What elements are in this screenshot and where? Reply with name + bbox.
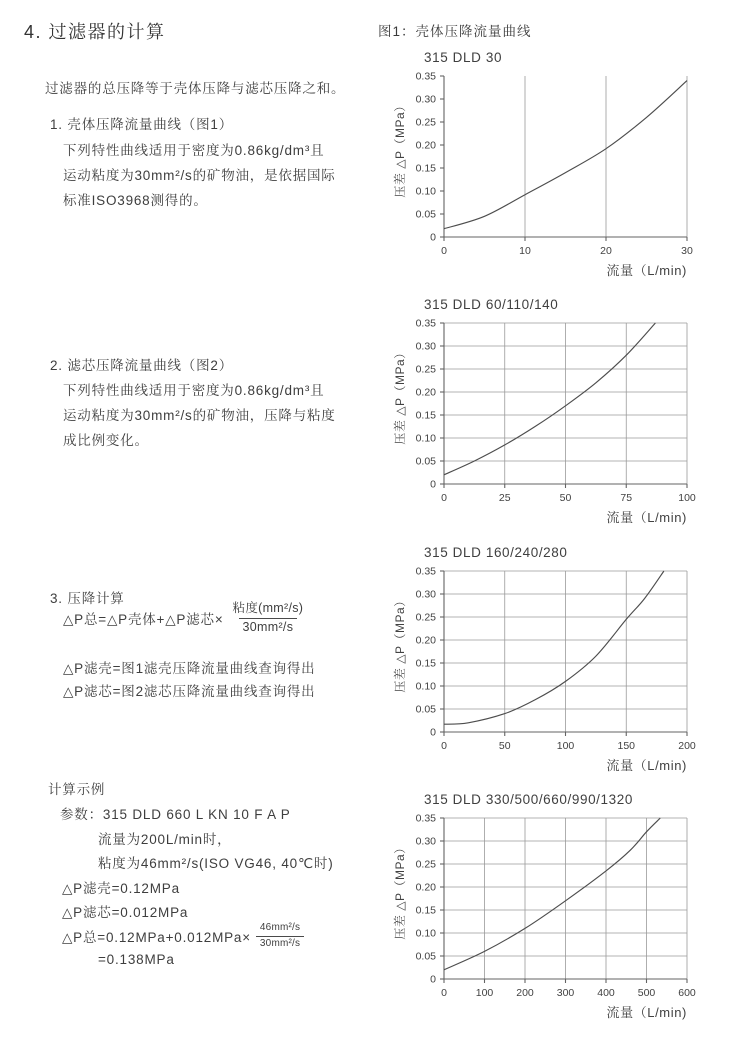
svg-text:0.15: 0.15 <box>415 904 436 917</box>
svg-text:0: 0 <box>441 245 447 257</box>
chart-canvas <box>378 315 748 529</box>
example-total-prefix: △P总=0.12MPa+0.012MPa× <box>62 930 251 945</box>
svg-text:100: 100 <box>556 740 575 752</box>
svg-text:0.15: 0.15 <box>415 657 436 670</box>
svg-text:10: 10 <box>519 245 531 257</box>
x-axis-label: 流量（L/min) <box>606 1005 687 1020</box>
example-dp-core: △P滤芯=0.012MPa <box>62 905 189 920</box>
svg-text:0.35: 0.35 <box>415 317 436 330</box>
curve-line <box>444 81 687 229</box>
shell-lookup-note: △P滤壳=图1滤壳压降流量曲线查询得出 <box>63 661 316 676</box>
chart-canvas <box>378 68 748 282</box>
fraction-numerator: 46mm²/s <box>259 922 301 933</box>
example-total-fraction <box>256 922 304 950</box>
y-axis-label: 压差 △P（MPa） <box>393 841 407 940</box>
svg-text:50: 50 <box>498 740 511 752</box>
x-axis-label: 流量（L/min) <box>606 510 687 525</box>
fraction-denominator: 30mm²/s <box>239 618 298 636</box>
svg-text:0.20: 0.20 <box>415 386 436 399</box>
intro-text: 过滤器的总压降等于壳体压降与滤芯压降之和。 <box>45 81 346 96</box>
y-axis-label: 压差 △P（MPa） <box>393 594 407 693</box>
formula-fraction <box>229 601 308 635</box>
grid-lines <box>444 818 687 979</box>
svg-text:0.10: 0.10 <box>415 432 436 445</box>
section1-line: 标准ISO3968测得的。 <box>63 193 208 208</box>
svg-text:50: 50 <box>559 492 572 504</box>
axes <box>440 818 687 983</box>
svg-text:0.35: 0.35 <box>415 70 436 83</box>
svg-text:0: 0 <box>441 492 447 504</box>
x-axis-label: 流量（L/min) <box>606 263 687 278</box>
x-axis-label: 流量（L/min) <box>606 758 687 773</box>
svg-text:200: 200 <box>516 987 534 999</box>
chart-title: 315 DLD 160/240/280 <box>424 545 568 560</box>
chart-block-315-dld-160-240-280 <box>378 545 748 777</box>
grid-lines <box>444 571 687 732</box>
chart-canvas <box>378 810 748 1024</box>
svg-text:400: 400 <box>597 987 615 999</box>
page-title: 4. 过滤器的计算 <box>24 22 166 42</box>
example-total-result: =0.138MPa <box>98 952 175 967</box>
core-lookup-note: △P滤芯=图2滤芯压降流量曲线查询得出 <box>63 684 316 699</box>
section1-line: 下列特性曲线适用于密度为0.86kg/dm³且 <box>63 143 325 158</box>
section2-heading: 2. 滤芯压降流量曲线（图2） <box>50 358 234 373</box>
svg-text:0.10: 0.10 <box>415 927 436 940</box>
svg-text:0: 0 <box>430 726 436 739</box>
section2-line: 运动粘度为30mm²/s的矿物油，压降与粘度 <box>63 408 336 423</box>
svg-text:0.10: 0.10 <box>415 680 436 693</box>
svg-text:500: 500 <box>637 987 656 999</box>
svg-text:0.05: 0.05 <box>415 703 436 716</box>
fraction-denominator: 30mm²/s <box>256 936 304 951</box>
svg-text:0.25: 0.25 <box>415 858 436 871</box>
axes <box>440 323 687 488</box>
svg-text:0.15: 0.15 <box>415 162 436 175</box>
svg-text:20: 20 <box>600 245 612 257</box>
chart-svg <box>378 68 726 282</box>
svg-text:0.05: 0.05 <box>415 208 436 221</box>
pressure-drop-formula <box>63 601 307 635</box>
tick-labels <box>416 813 696 1000</box>
svg-text:0.30: 0.30 <box>415 588 436 601</box>
example-param-line: 参数：315 DLD 660 L KN 10 F A P <box>60 807 291 822</box>
svg-text:0.20: 0.20 <box>415 139 436 152</box>
axes <box>440 571 687 736</box>
svg-text:0.35: 0.35 <box>415 812 436 825</box>
svg-text:100: 100 <box>678 492 696 504</box>
svg-text:0: 0 <box>441 740 447 752</box>
example-total-formula <box>62 922 304 950</box>
figure1-header: 图1：壳体压降流量曲线 <box>378 24 532 39</box>
svg-text:0.05: 0.05 <box>415 455 436 468</box>
svg-text:0.30: 0.30 <box>415 340 436 353</box>
svg-text:0: 0 <box>430 231 436 244</box>
section2-line: 成比例变化。 <box>63 433 149 448</box>
section2-line: 下列特性曲线适用于密度为0.86kg/dm³且 <box>63 383 325 398</box>
svg-text:25: 25 <box>498 492 511 504</box>
svg-text:75: 75 <box>620 492 633 504</box>
svg-text:200: 200 <box>678 740 696 752</box>
svg-text:0.35: 0.35 <box>415 565 436 578</box>
svg-text:0.30: 0.30 <box>415 835 436 848</box>
chart-svg <box>378 563 726 777</box>
example-flow-line: 流量为200L/min时， <box>98 832 232 847</box>
example-dp-shell: △P滤壳=0.12MPa <box>62 881 180 896</box>
section1-line: 运动粘度为30mm²/s的矿物油，是依据国际 <box>63 168 336 183</box>
svg-text:0.20: 0.20 <box>415 881 436 894</box>
chart-block-315-dld-60-110-140 <box>378 297 748 529</box>
chart-block-315-dld-30 <box>378 50 748 282</box>
chart-title: 315 DLD 60/110/140 <box>424 297 559 312</box>
example-heading: 计算示例 <box>48 782 106 797</box>
tick-labels <box>416 318 696 505</box>
axes <box>440 76 687 241</box>
chart-title: 315 DLD 330/500/660/990/1320 <box>424 792 633 807</box>
fraction-numerator: 粘度(mm²/s) <box>232 601 304 615</box>
y-axis-label: 压差 △P（MPa） <box>393 346 407 445</box>
tick-labels <box>416 71 693 258</box>
svg-text:0.25: 0.25 <box>415 611 436 624</box>
svg-text:150: 150 <box>617 740 636 752</box>
grid-lines <box>525 76 687 237</box>
svg-text:0.25: 0.25 <box>415 116 436 129</box>
svg-text:0: 0 <box>430 973 436 986</box>
example-viscosity-line: 粘度为46mm²/s(ISO VG46, 40℃时) <box>98 856 334 871</box>
svg-text:0: 0 <box>430 478 436 491</box>
svg-text:0.10: 0.10 <box>415 185 436 198</box>
grid-lines <box>444 323 687 484</box>
chart-title: 315 DLD 30 <box>424 50 503 65</box>
chart-canvas <box>378 563 748 777</box>
svg-text:600: 600 <box>678 987 696 999</box>
chart-block-315-dld-330-1320 <box>378 792 748 1024</box>
svg-text:0.15: 0.15 <box>415 409 436 422</box>
svg-text:0: 0 <box>441 987 447 999</box>
svg-text:300: 300 <box>556 987 575 999</box>
svg-text:0.30: 0.30 <box>415 93 436 106</box>
svg-text:0.20: 0.20 <box>415 634 436 647</box>
formula-prefix: △P总=△P壳体+△P滤芯× <box>63 612 224 628</box>
section1-heading: 1. 壳体压降流量曲线（图1） <box>50 117 234 132</box>
chart-svg <box>378 315 726 529</box>
svg-text:0.05: 0.05 <box>415 950 436 963</box>
svg-text:100: 100 <box>475 987 494 999</box>
svg-text:0.25: 0.25 <box>415 363 436 376</box>
y-axis-label: 压差 △P（MPa） <box>393 99 407 198</box>
section3-heading: 3. 压降计算 <box>50 591 125 606</box>
chart-svg <box>378 810 726 1024</box>
svg-text:30: 30 <box>681 245 693 257</box>
